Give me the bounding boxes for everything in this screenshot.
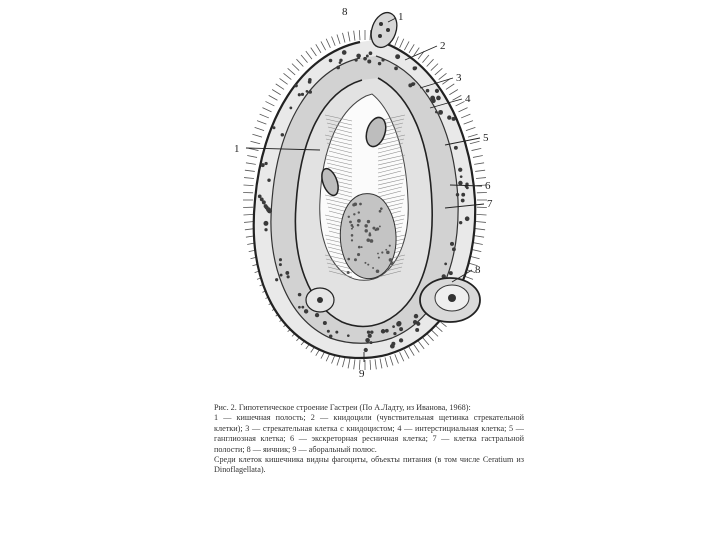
cell-nucleus xyxy=(378,62,381,65)
mass-granule xyxy=(359,203,362,206)
cilium xyxy=(458,108,467,112)
cell-nucleus xyxy=(461,199,465,203)
cilium xyxy=(404,41,409,50)
cell-nucleus xyxy=(426,89,430,93)
label-5: 5 xyxy=(483,132,489,144)
label-8-top: 8 xyxy=(342,6,348,18)
cell-nucleus xyxy=(366,55,369,58)
cilium xyxy=(243,185,253,186)
cilium xyxy=(390,356,393,366)
cilium xyxy=(332,36,336,45)
cell-nucleus xyxy=(458,168,462,172)
cilium xyxy=(301,55,307,63)
cell-nucleus xyxy=(393,332,396,335)
cilium xyxy=(414,344,420,352)
cilium xyxy=(472,148,482,150)
mass-granule xyxy=(366,238,370,242)
mass-granule xyxy=(357,219,361,223)
cilium xyxy=(269,95,278,100)
cell-nucleus xyxy=(431,99,436,104)
cilium xyxy=(395,36,399,45)
caption-title: Рис. 2. Гипотетическое строение Гастреи (По А.Ладту, из Иванова, 1968): xyxy=(214,403,471,412)
cell-nucleus xyxy=(285,271,289,275)
cell-nucleus xyxy=(460,175,463,178)
cilium xyxy=(468,134,478,137)
cilium xyxy=(385,357,388,367)
cell-nucleus xyxy=(279,258,282,261)
cilium xyxy=(418,341,424,349)
cilium xyxy=(262,108,271,112)
cell-nucleus xyxy=(298,306,301,309)
cilium xyxy=(296,59,303,66)
cilium xyxy=(252,134,262,137)
cilium xyxy=(272,90,281,95)
cilium xyxy=(359,30,360,40)
cell-nucleus xyxy=(364,348,368,352)
cilium xyxy=(348,32,350,42)
cilium xyxy=(326,39,330,48)
cilium xyxy=(265,101,274,106)
cilium xyxy=(427,334,434,341)
cilium xyxy=(473,156,483,158)
cell-nucleus xyxy=(394,67,398,71)
mass-granule xyxy=(352,226,354,228)
label-4: 4 xyxy=(465,93,471,105)
cilium xyxy=(370,360,371,370)
cell-nucleus xyxy=(339,59,342,62)
cell-nucleus xyxy=(298,93,301,96)
cilium xyxy=(409,44,414,53)
cell-nucleus xyxy=(397,321,402,326)
mass-granule xyxy=(358,211,360,213)
egg-cell-left xyxy=(306,288,334,312)
label-2: 2 xyxy=(440,40,446,52)
cell-nucleus xyxy=(390,344,395,349)
cilium xyxy=(246,163,256,165)
cilium xyxy=(247,156,257,158)
cilium xyxy=(476,221,486,222)
cell-nucleus xyxy=(435,89,439,93)
label-3: 3 xyxy=(456,72,462,84)
cell-nucleus xyxy=(275,278,278,281)
mass-granule xyxy=(376,227,379,230)
cilium xyxy=(244,221,254,222)
cell-nucleus xyxy=(370,330,373,333)
cell-nucleus xyxy=(273,126,276,129)
figure-caption xyxy=(214,403,524,476)
cilium xyxy=(337,356,340,366)
cell-nucleus xyxy=(436,96,441,101)
cell-nucleus xyxy=(456,193,459,196)
label-1-right: 1 xyxy=(398,11,404,23)
cilium xyxy=(475,170,485,171)
cell-nucleus xyxy=(355,59,358,62)
cilium xyxy=(244,178,254,179)
cilium xyxy=(311,48,317,56)
cilium xyxy=(422,55,428,63)
cell-nucleus xyxy=(381,329,386,334)
cilium xyxy=(404,350,409,359)
cilium xyxy=(342,33,345,43)
cilium xyxy=(255,127,264,130)
cilium xyxy=(431,64,438,71)
mass-granule xyxy=(372,267,374,269)
cilium xyxy=(257,121,266,125)
mass-granule xyxy=(364,224,367,227)
cilium xyxy=(476,178,486,179)
cilium xyxy=(245,170,255,171)
cell-nucleus xyxy=(395,54,400,59)
cell-nucleus xyxy=(329,59,333,63)
mass-granule xyxy=(390,262,393,265)
cell-nucleus xyxy=(258,195,262,199)
cell-nucleus xyxy=(304,309,308,313)
cell-nucleus xyxy=(298,293,302,297)
cell-nucleus xyxy=(444,263,447,266)
cell-nucleus xyxy=(363,57,367,61)
cilium xyxy=(288,68,296,75)
cell-nucleus xyxy=(289,106,292,109)
cell-nucleus xyxy=(466,186,469,189)
label-1-left: 1 xyxy=(234,143,240,155)
cell-nucleus xyxy=(263,221,268,226)
cilium xyxy=(464,121,473,125)
cilium xyxy=(422,337,428,345)
mass-granule xyxy=(361,246,363,248)
cilium xyxy=(439,73,447,79)
cell-nucleus xyxy=(365,338,370,343)
cell-nucleus xyxy=(315,313,319,317)
cilium xyxy=(473,243,483,245)
cell-nucleus xyxy=(347,334,350,337)
cilium xyxy=(400,39,404,48)
cell-nucleus xyxy=(438,110,443,115)
cell-nucleus xyxy=(452,247,456,251)
cell-nucleus xyxy=(370,341,373,344)
cell-nucleus xyxy=(367,331,370,334)
cell-nucleus xyxy=(264,204,268,208)
mass-granule xyxy=(367,264,369,266)
cell-nucleus xyxy=(264,162,267,165)
mass-granule xyxy=(372,227,375,230)
cilium xyxy=(456,101,465,106)
mass-granule xyxy=(354,258,357,261)
cilium xyxy=(466,127,475,130)
mass-granule xyxy=(351,234,354,237)
cilium xyxy=(306,51,312,59)
mass-granule xyxy=(351,239,353,241)
cilium xyxy=(474,163,484,165)
cell-nucleus xyxy=(385,329,389,333)
cilium xyxy=(446,84,454,90)
cell-nucleus xyxy=(280,274,283,277)
cell-nucleus xyxy=(367,59,371,63)
mass-granule xyxy=(378,257,380,259)
mass-granule xyxy=(389,245,391,247)
cell-nucleus xyxy=(267,178,270,181)
cilium xyxy=(348,359,350,369)
cilium xyxy=(292,64,299,71)
cilium xyxy=(435,68,443,75)
cilium xyxy=(250,141,260,144)
cell-nucleus xyxy=(465,216,470,221)
mass-granule xyxy=(370,239,374,243)
cell-nucleus xyxy=(287,275,290,278)
mass-granule xyxy=(364,262,366,264)
cell-nucleus xyxy=(327,330,330,333)
cilium xyxy=(475,229,485,230)
cell-nucleus xyxy=(357,54,360,57)
cilium xyxy=(375,359,376,369)
cilium xyxy=(354,359,355,369)
cell-nucleus xyxy=(399,338,403,342)
cilium xyxy=(380,359,382,369)
mass-granule xyxy=(381,251,383,253)
cell-nucleus xyxy=(368,334,372,338)
cell-nucleus xyxy=(415,328,419,332)
mass-granule xyxy=(349,221,352,224)
cell-nucleus xyxy=(369,51,373,55)
mass-granule xyxy=(389,258,393,262)
cell-nucleus xyxy=(414,314,418,318)
cilium xyxy=(337,35,340,45)
cilium xyxy=(472,249,482,251)
cell-nucleus xyxy=(449,271,453,275)
mass-granule xyxy=(347,271,350,274)
cell-nucleus xyxy=(301,306,304,309)
cell-nucleus xyxy=(399,327,403,331)
cell-nucleus xyxy=(260,198,264,202)
cell-nucleus xyxy=(335,331,338,334)
cilium xyxy=(470,141,480,144)
mass-granule xyxy=(365,229,368,232)
mass-granule xyxy=(367,220,370,223)
cilium xyxy=(321,41,326,50)
cell-nucleus xyxy=(414,66,417,69)
cell-nucleus xyxy=(323,321,327,325)
ovary xyxy=(420,278,480,322)
cell-nucleus xyxy=(392,325,395,328)
mass-granule xyxy=(353,213,355,215)
cell-nucleus xyxy=(308,90,312,94)
mass-granule xyxy=(368,234,371,237)
cell-nucleus xyxy=(435,111,438,114)
central-mass xyxy=(340,194,396,279)
cell-nucleus xyxy=(261,163,265,167)
cilium xyxy=(427,59,434,66)
cilium xyxy=(284,73,292,79)
cell-nucleus xyxy=(279,263,282,266)
cilium xyxy=(354,31,355,41)
cell-nucleus xyxy=(301,93,304,96)
cell-nucleus xyxy=(450,242,454,246)
cilium xyxy=(409,347,414,356)
mass-granule xyxy=(348,216,350,218)
label-9-bottom: 9 xyxy=(359,368,365,380)
label-6: 6 xyxy=(485,180,491,192)
cell-nucleus xyxy=(294,84,298,88)
cell-nucleus xyxy=(329,334,333,338)
cell-nucleus xyxy=(459,221,462,224)
cell-nucleus xyxy=(281,133,284,136)
cilium xyxy=(477,214,487,215)
mass-granule xyxy=(376,269,380,273)
cilium xyxy=(474,236,484,238)
cell-nucleus xyxy=(264,228,267,231)
caption-legend: 1 — кишечная полость; 2 — книдоцили (чувствительная щетинка стрекательной клетки); 3 — стрекательная клетка с книдоцистом; 4 — интерстициальная клетка; 5 — ганглиозная клетка; 6 — экскреторная ресничная клетка; 7 — клетка гастральной полости; 8 — яичник; 9 — аборальный полюс. xyxy=(214,413,524,454)
cilium xyxy=(395,354,399,363)
cell-nucleus xyxy=(454,146,458,150)
cell-nucleus xyxy=(381,58,384,61)
cell-nucleus xyxy=(461,193,465,197)
mass-granule xyxy=(385,249,387,251)
mass-granule xyxy=(386,251,390,255)
cell-nucleus xyxy=(447,115,451,119)
mass-granule xyxy=(351,228,353,230)
mass-granule xyxy=(358,246,361,249)
label-8-right: 8 xyxy=(475,264,481,276)
mass-granule xyxy=(357,253,360,256)
cell-nucleus xyxy=(306,90,309,93)
cell-nucleus xyxy=(413,320,417,324)
cell-nucleus xyxy=(452,117,456,121)
cilium xyxy=(449,90,458,95)
cilium xyxy=(243,214,253,215)
cilium xyxy=(276,84,284,90)
cell-nucleus xyxy=(342,50,347,55)
label-7: 7 xyxy=(487,198,493,210)
cilium xyxy=(461,114,470,118)
mass-granule xyxy=(379,225,381,227)
mass-granule xyxy=(379,210,382,213)
cilium xyxy=(342,357,345,367)
cell-nucleus xyxy=(412,82,415,85)
cell-nucleus xyxy=(308,78,312,82)
cilium xyxy=(316,44,321,53)
mass-granule xyxy=(380,207,383,210)
cilium xyxy=(280,78,288,84)
caption-note: Среди клеток кишечника видны фагоциты, объекты питания (в том числе Ceratium из Dinoflagellata). xyxy=(214,455,524,475)
cilium xyxy=(400,352,404,361)
cell-nucleus xyxy=(458,181,462,185)
mass-granule xyxy=(357,224,360,227)
cilium xyxy=(260,114,269,118)
mass-granule xyxy=(347,258,350,261)
mass-granule xyxy=(377,253,379,255)
cell-nucleus xyxy=(336,66,340,70)
mass-granule xyxy=(352,203,355,206)
